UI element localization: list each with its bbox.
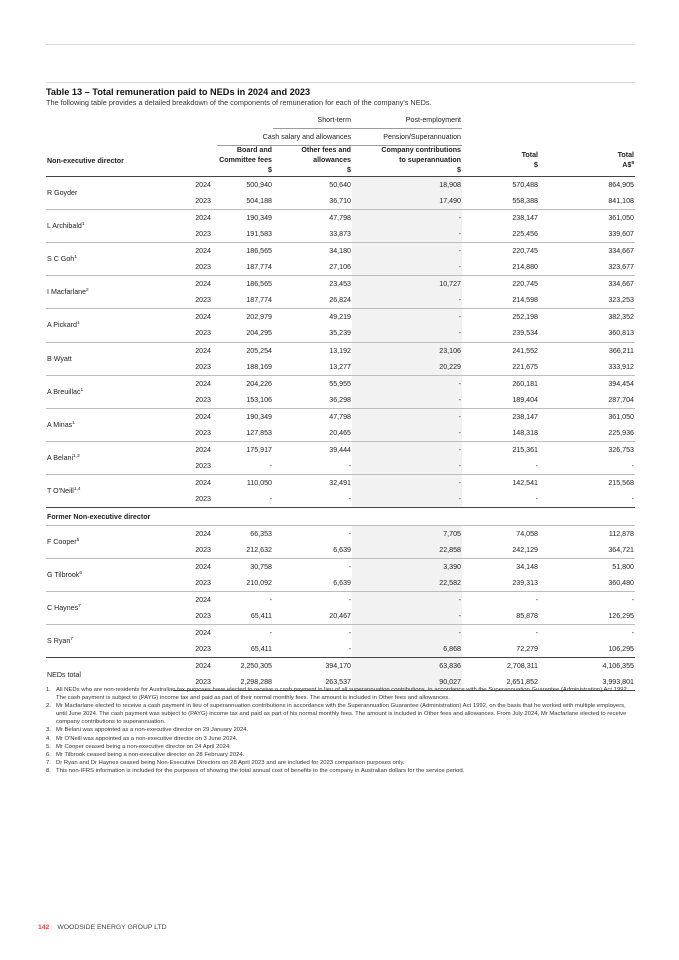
year-cell: 2024 xyxy=(173,625,217,642)
year-cell: 2024 xyxy=(173,408,217,425)
value-cell: 225,456 xyxy=(512,229,538,238)
value-cell: 7,705 xyxy=(352,525,462,542)
header-row-columns xyxy=(46,146,635,176)
value-cell: 142,541 xyxy=(462,475,539,492)
value-cell: - xyxy=(273,591,352,608)
year-cell: 2024 xyxy=(173,591,217,608)
value-cell: 558,388 xyxy=(512,196,538,205)
table-row xyxy=(46,658,635,675)
table-row xyxy=(46,625,635,642)
table-row xyxy=(46,525,635,542)
director-name: S C Goh$^1$ xyxy=(46,242,173,275)
value-cell: 220,745 xyxy=(462,242,539,259)
director-name: C Haynes$^7$ xyxy=(46,591,173,624)
year-cell: 2024 xyxy=(173,209,217,226)
director-name: I Macfarlane$^2$ xyxy=(46,276,173,309)
value-cell: 360,480 xyxy=(608,578,634,587)
value-cell: 333,912 xyxy=(608,362,634,371)
value-cell: 36,710 xyxy=(329,196,351,205)
year-cell: 2023 xyxy=(195,578,211,587)
value-cell: 239,534 xyxy=(512,329,538,338)
former-header-body xyxy=(46,508,635,525)
value-cell: - xyxy=(352,475,462,492)
year-cell: 2023 xyxy=(195,296,211,305)
footnotes xyxy=(46,686,636,775)
director-name: F Cooper$^5$ xyxy=(46,525,173,558)
value-cell: 6,639 xyxy=(333,578,351,587)
value-cell: 190,349 xyxy=(217,408,273,425)
value-cell: 20,465 xyxy=(329,429,351,438)
table-row xyxy=(46,558,635,575)
value-cell: 238,147 xyxy=(462,408,539,425)
value-cell: 2,298,288 xyxy=(217,674,273,691)
top-rule xyxy=(46,44,635,45)
value-cell: - xyxy=(352,442,462,459)
value-cell: 13,277 xyxy=(329,362,351,371)
year-cell: 2023 xyxy=(195,495,211,504)
value-cell: 110,050 xyxy=(217,475,273,492)
value-cell: - xyxy=(352,325,462,342)
value-cell: 35,239 xyxy=(329,329,351,338)
value-cell: 34,148 xyxy=(462,558,539,575)
value-cell: - xyxy=(273,525,352,542)
value-cell: 90,027 xyxy=(352,674,462,691)
value-cell: 65,411 xyxy=(250,645,272,654)
value-cell: - xyxy=(352,242,462,259)
value-cell: - xyxy=(217,625,273,642)
table-title: Table 13 – Total remuneration paid to NEDs in 2024 and 2023 xyxy=(46,87,311,97)
value-cell: 6,868 xyxy=(352,641,462,658)
value-cell: 187,774 xyxy=(246,296,272,305)
table-subtitle: The following table provides a detailed breakdown of the components of remuneration for each of the company's NEDs. xyxy=(46,98,432,107)
value-cell: 204,295 xyxy=(246,329,272,338)
value-cell: 32,491 xyxy=(273,475,352,492)
value-cell: - xyxy=(352,292,462,309)
footnote: 2. Mr Macfarlane elected to receive a cash payment in lieu of superannuation contributions in accordance with the Superannuation Guarantee (Administration) Act 1992, on the basis that he worked with multiple employers, until June 2024. The cash payment was subject to (PAYG) income tax and paid as part of his normal monthly fees. The amount is included in Other fees and allowances. From July 2024, Mr Macfarlane elected to receive company contributions to superannuation. xyxy=(46,703,627,726)
remuneration-table xyxy=(46,112,635,691)
value-cell: 202,979 xyxy=(217,309,273,326)
value-cell: 382,352 xyxy=(539,309,635,326)
value-cell: 360,813 xyxy=(608,329,634,338)
value-cell: 186,565 xyxy=(217,276,273,293)
value-cell: 26,824 xyxy=(329,296,351,305)
value-cell: 841,108 xyxy=(608,196,634,205)
footnote: 6. Mr Tilbrook ceased being a non-executive director on 28 February 2024. xyxy=(46,751,245,758)
footnote: 4. Mr O'Neill was appointed as a non-executive director on 3 June 2024. xyxy=(46,735,238,742)
value-cell: 22,582 xyxy=(352,575,462,592)
director-name: NEDs total xyxy=(46,658,173,691)
value-cell: 126,295 xyxy=(608,612,634,621)
value-cell: 10,727 xyxy=(352,276,462,293)
value-cell: 326,753 xyxy=(539,442,635,459)
value-cell: - xyxy=(352,458,462,475)
value-cell: 225,936 xyxy=(608,429,634,438)
value-cell: 148,318 xyxy=(512,429,538,438)
value-cell: 22,858 xyxy=(352,542,462,559)
value-cell: 334,667 xyxy=(539,242,635,259)
header-row-group xyxy=(46,112,635,129)
year-cell: 2023 xyxy=(195,545,211,554)
value-cell: - xyxy=(352,259,462,276)
value-cell: 864,905 xyxy=(539,176,635,193)
value-cell: 221,675 xyxy=(512,362,538,371)
value-cell: 17,490 xyxy=(352,193,462,210)
year-cell: 2023 xyxy=(195,196,211,205)
value-cell: 18,908 xyxy=(352,176,462,193)
table-row xyxy=(46,591,635,608)
cash-salary-header: Cash salary and allowances xyxy=(217,129,352,146)
row-label-header: Non-executive director xyxy=(46,146,173,176)
value-cell: 214,880 xyxy=(512,263,538,272)
table-row xyxy=(46,475,635,492)
value-cell: - xyxy=(348,462,351,471)
director-name: L Archibald$^1$ xyxy=(46,209,173,242)
director-name: A Pickard$^1$ xyxy=(46,309,173,342)
value-cell: 39,444 xyxy=(273,442,352,459)
value-cell: 394,170 xyxy=(273,658,352,675)
year-cell: 2024 xyxy=(173,558,217,575)
year-cell: 2024 xyxy=(173,475,217,492)
page-number: 142 xyxy=(38,924,50,931)
value-cell: - xyxy=(352,375,462,392)
value-cell: - xyxy=(352,408,462,425)
value-cell: 361,050 xyxy=(539,209,635,226)
year-cell: 2024 xyxy=(173,276,217,293)
value-cell: 361,050 xyxy=(539,408,635,425)
director-name: A Belani$^{1,3}$ xyxy=(46,442,173,475)
value-cell: 364,721 xyxy=(608,545,634,554)
value-cell: 500,940 xyxy=(217,176,273,193)
table-row xyxy=(46,309,635,326)
former-directors-label: Former Non-executive director xyxy=(46,508,635,525)
value-cell: 13,192 xyxy=(273,342,352,359)
value-cell: 339,607 xyxy=(608,229,634,238)
value-cell: - xyxy=(352,625,462,642)
value-cell: 188,169 xyxy=(246,362,272,371)
value-cell: 85,878 xyxy=(516,612,538,621)
value-cell: 2,651,852 xyxy=(462,674,539,691)
value-cell: 33,873 xyxy=(329,229,351,238)
footnote: 7. Dr Ryan and Dr Haynes ceased being Non-Executive Directors on 28 April 2023 and are included for 2023 comparison purposes only. xyxy=(46,759,405,766)
table-row xyxy=(46,375,635,392)
table-row xyxy=(46,342,635,359)
director-name: A Minas$^1$ xyxy=(46,408,173,441)
value-cell: 220,745 xyxy=(462,276,539,293)
director-name: G Tilbrook$^6$ xyxy=(46,558,173,591)
value-cell: 3,993,801 xyxy=(539,674,635,691)
director-name: S Ryan$^7$ xyxy=(46,625,173,658)
value-cell: 72,279 xyxy=(516,645,538,654)
value-cell: 66,353 xyxy=(217,525,273,542)
year-cell: 2023 xyxy=(195,645,211,654)
value-cell: - xyxy=(352,425,462,442)
value-cell: - xyxy=(535,462,538,471)
value-cell: 36,298 xyxy=(329,395,351,404)
value-cell: 6,639 xyxy=(333,545,351,554)
value-cell: 3,390 xyxy=(352,558,462,575)
value-cell: 238,147 xyxy=(462,209,539,226)
value-cell: 23,106 xyxy=(352,342,462,359)
value-cell: 334,667 xyxy=(539,276,635,293)
year-cell: 2023 xyxy=(195,329,211,338)
value-cell: 20,229 xyxy=(352,359,462,376)
col-total-header: Total $ xyxy=(462,146,539,176)
value-cell: - xyxy=(539,591,635,608)
value-cell: 2,708,311 xyxy=(462,658,539,675)
year-cell: 2023 xyxy=(195,462,211,471)
table-row xyxy=(46,176,635,193)
year-cell: 2023 xyxy=(195,362,211,371)
short-term-header: Short-term xyxy=(273,112,352,129)
value-cell: 263,537 xyxy=(273,674,352,691)
value-cell: 394,454 xyxy=(539,375,635,392)
value-cell: 50,640 xyxy=(273,176,352,193)
value-cell: - xyxy=(539,625,635,642)
value-cell: 34,180 xyxy=(273,242,352,259)
value-cell: 241,552 xyxy=(462,342,539,359)
value-cell: 51,800 xyxy=(539,558,635,575)
footnote: 8. This non-IFRS information is included for the purposes of showing the total annual cost of benefits to the company in Australian dollars for the service period. xyxy=(46,767,465,774)
col-super-header: Company contributions to superannuation $ xyxy=(352,146,462,176)
value-cell: 215,361 xyxy=(462,442,539,459)
value-cell: 287,704 xyxy=(608,395,634,404)
value-cell: 204,226 xyxy=(217,375,273,392)
value-cell: - xyxy=(352,491,462,508)
value-cell: - xyxy=(348,495,351,504)
value-cell: 189,404 xyxy=(512,395,538,404)
value-cell: 63,836 xyxy=(352,658,462,675)
year-cell: 2024 xyxy=(173,342,217,359)
value-cell: 366,211 xyxy=(539,342,635,359)
value-cell: 49,219 xyxy=(273,309,352,326)
value-cell: 47,798 xyxy=(273,209,352,226)
value-cell: - xyxy=(352,392,462,409)
year-cell: 2024 xyxy=(173,375,217,392)
value-cell: 252,198 xyxy=(462,309,539,326)
value-cell: 47,798 xyxy=(273,408,352,425)
table-row xyxy=(46,408,635,425)
year-cell: 2024 xyxy=(173,176,217,193)
year-cell: 2023 xyxy=(195,429,211,438)
value-cell: 212,632 xyxy=(246,545,272,554)
value-cell: 55,955 xyxy=(273,375,352,392)
value-cell: - xyxy=(352,209,462,226)
value-cell: - xyxy=(535,495,538,504)
year-cell: 2023 xyxy=(195,229,211,238)
value-cell: - xyxy=(217,591,273,608)
col-total-aud-header: Total A\$$^8$ xyxy=(539,146,635,176)
pension-header: Pension/Superannuation xyxy=(352,129,462,146)
year-cell: 2024 xyxy=(173,309,217,326)
value-cell: - xyxy=(352,226,462,243)
post-employment-header: Post-employment xyxy=(352,112,462,129)
director-name: A Breuillac$^1$ xyxy=(46,375,173,408)
value-cell: 214,598 xyxy=(512,296,538,305)
value-cell: - xyxy=(348,645,351,654)
director-name: T O'Neill$^{1,4}$ xyxy=(46,475,173,508)
footnote: 5. Mr Cooper ceased being a non-executive director on 24 April 2024. xyxy=(46,743,231,750)
value-cell: 205,254 xyxy=(217,342,273,359)
header-rule xyxy=(46,82,635,83)
value-cell: 239,313 xyxy=(512,578,538,587)
year-cell: 2023 xyxy=(173,674,217,691)
value-cell: 127,853 xyxy=(246,429,272,438)
value-cell: - xyxy=(462,625,539,642)
value-cell: 74,058 xyxy=(462,525,539,542)
value-cell: - xyxy=(269,495,272,504)
year-cell: 2023 xyxy=(195,263,211,272)
current-directors-body xyxy=(46,176,635,508)
year-cell: 2023 xyxy=(195,612,211,621)
value-cell: 187,774 xyxy=(246,263,272,272)
value-cell: - xyxy=(462,591,539,608)
value-cell: 27,106 xyxy=(329,263,351,272)
value-cell: - xyxy=(631,495,634,504)
value-cell: 215,568 xyxy=(539,475,635,492)
value-cell: - xyxy=(273,558,352,575)
value-cell: 106,295 xyxy=(608,645,634,654)
col-other-fees-header: Other fees and allowances $ xyxy=(273,146,352,176)
value-cell: - xyxy=(352,309,462,326)
value-cell: 504,188 xyxy=(246,196,272,205)
value-cell: 30,758 xyxy=(217,558,273,575)
company-name: WOODSIDE ENERGY GROUP LTD xyxy=(57,924,167,931)
table-row xyxy=(46,209,635,226)
table-row xyxy=(46,276,635,293)
year-cell: 2024 xyxy=(173,525,217,542)
value-cell: - xyxy=(352,608,462,625)
value-cell: 570,488 xyxy=(462,176,539,193)
value-cell: - xyxy=(273,625,352,642)
value-cell: 260,181 xyxy=(462,375,539,392)
value-cell: 191,583 xyxy=(246,229,272,238)
value-cell: 186,565 xyxy=(217,242,273,259)
year-cell: 2024 xyxy=(173,442,217,459)
value-cell: - xyxy=(631,462,634,471)
table-row xyxy=(46,442,635,459)
value-cell: 190,349 xyxy=(217,209,273,226)
value-cell: - xyxy=(352,591,462,608)
value-cell: 23,453 xyxy=(273,276,352,293)
year-cell: 2024 xyxy=(173,242,217,259)
footnote: 1. All NEDs who are non-residents for Australian tax purposes have elected to receive a cash payment in lieu of all superannuation contributions, in accordance with the Superannuation Guarantee (Administration) Act 1992. The cash payment is subject to (PAYG) income tax and paid as part of their normal monthly fees. The amount is included in Other fees and allowances. xyxy=(46,687,629,702)
page-footer xyxy=(38,924,167,931)
value-cell: 65,411 xyxy=(250,612,272,621)
former-directors-body xyxy=(46,525,635,658)
table-row xyxy=(46,242,635,259)
col-board-fees-header: Board and Committee fees $ xyxy=(217,146,273,176)
value-cell: 112,878 xyxy=(539,525,635,542)
value-cell: 175,917 xyxy=(217,442,273,459)
value-cell: 323,253 xyxy=(608,296,634,305)
value-cell: - xyxy=(269,462,272,471)
year-cell: 2024 xyxy=(173,658,217,675)
year-cell: 2023 xyxy=(195,395,211,404)
header-row-subgroup xyxy=(46,129,635,146)
value-cell: 153,106 xyxy=(246,395,272,404)
director-name: B Wyatt xyxy=(46,342,173,375)
director-name: R Goyder xyxy=(46,176,173,209)
value-cell: 210,092 xyxy=(246,578,272,587)
footnote: 3. Mr Belani was appointed as a non-executive director on 29 January 2024. xyxy=(46,727,249,734)
value-cell: 20,467 xyxy=(329,612,351,621)
value-cell: 323,677 xyxy=(608,263,634,272)
value-cell: 4,106,355 xyxy=(539,658,635,675)
value-cell: 2,250,305 xyxy=(217,658,273,675)
value-cell: 242,129 xyxy=(512,545,538,554)
